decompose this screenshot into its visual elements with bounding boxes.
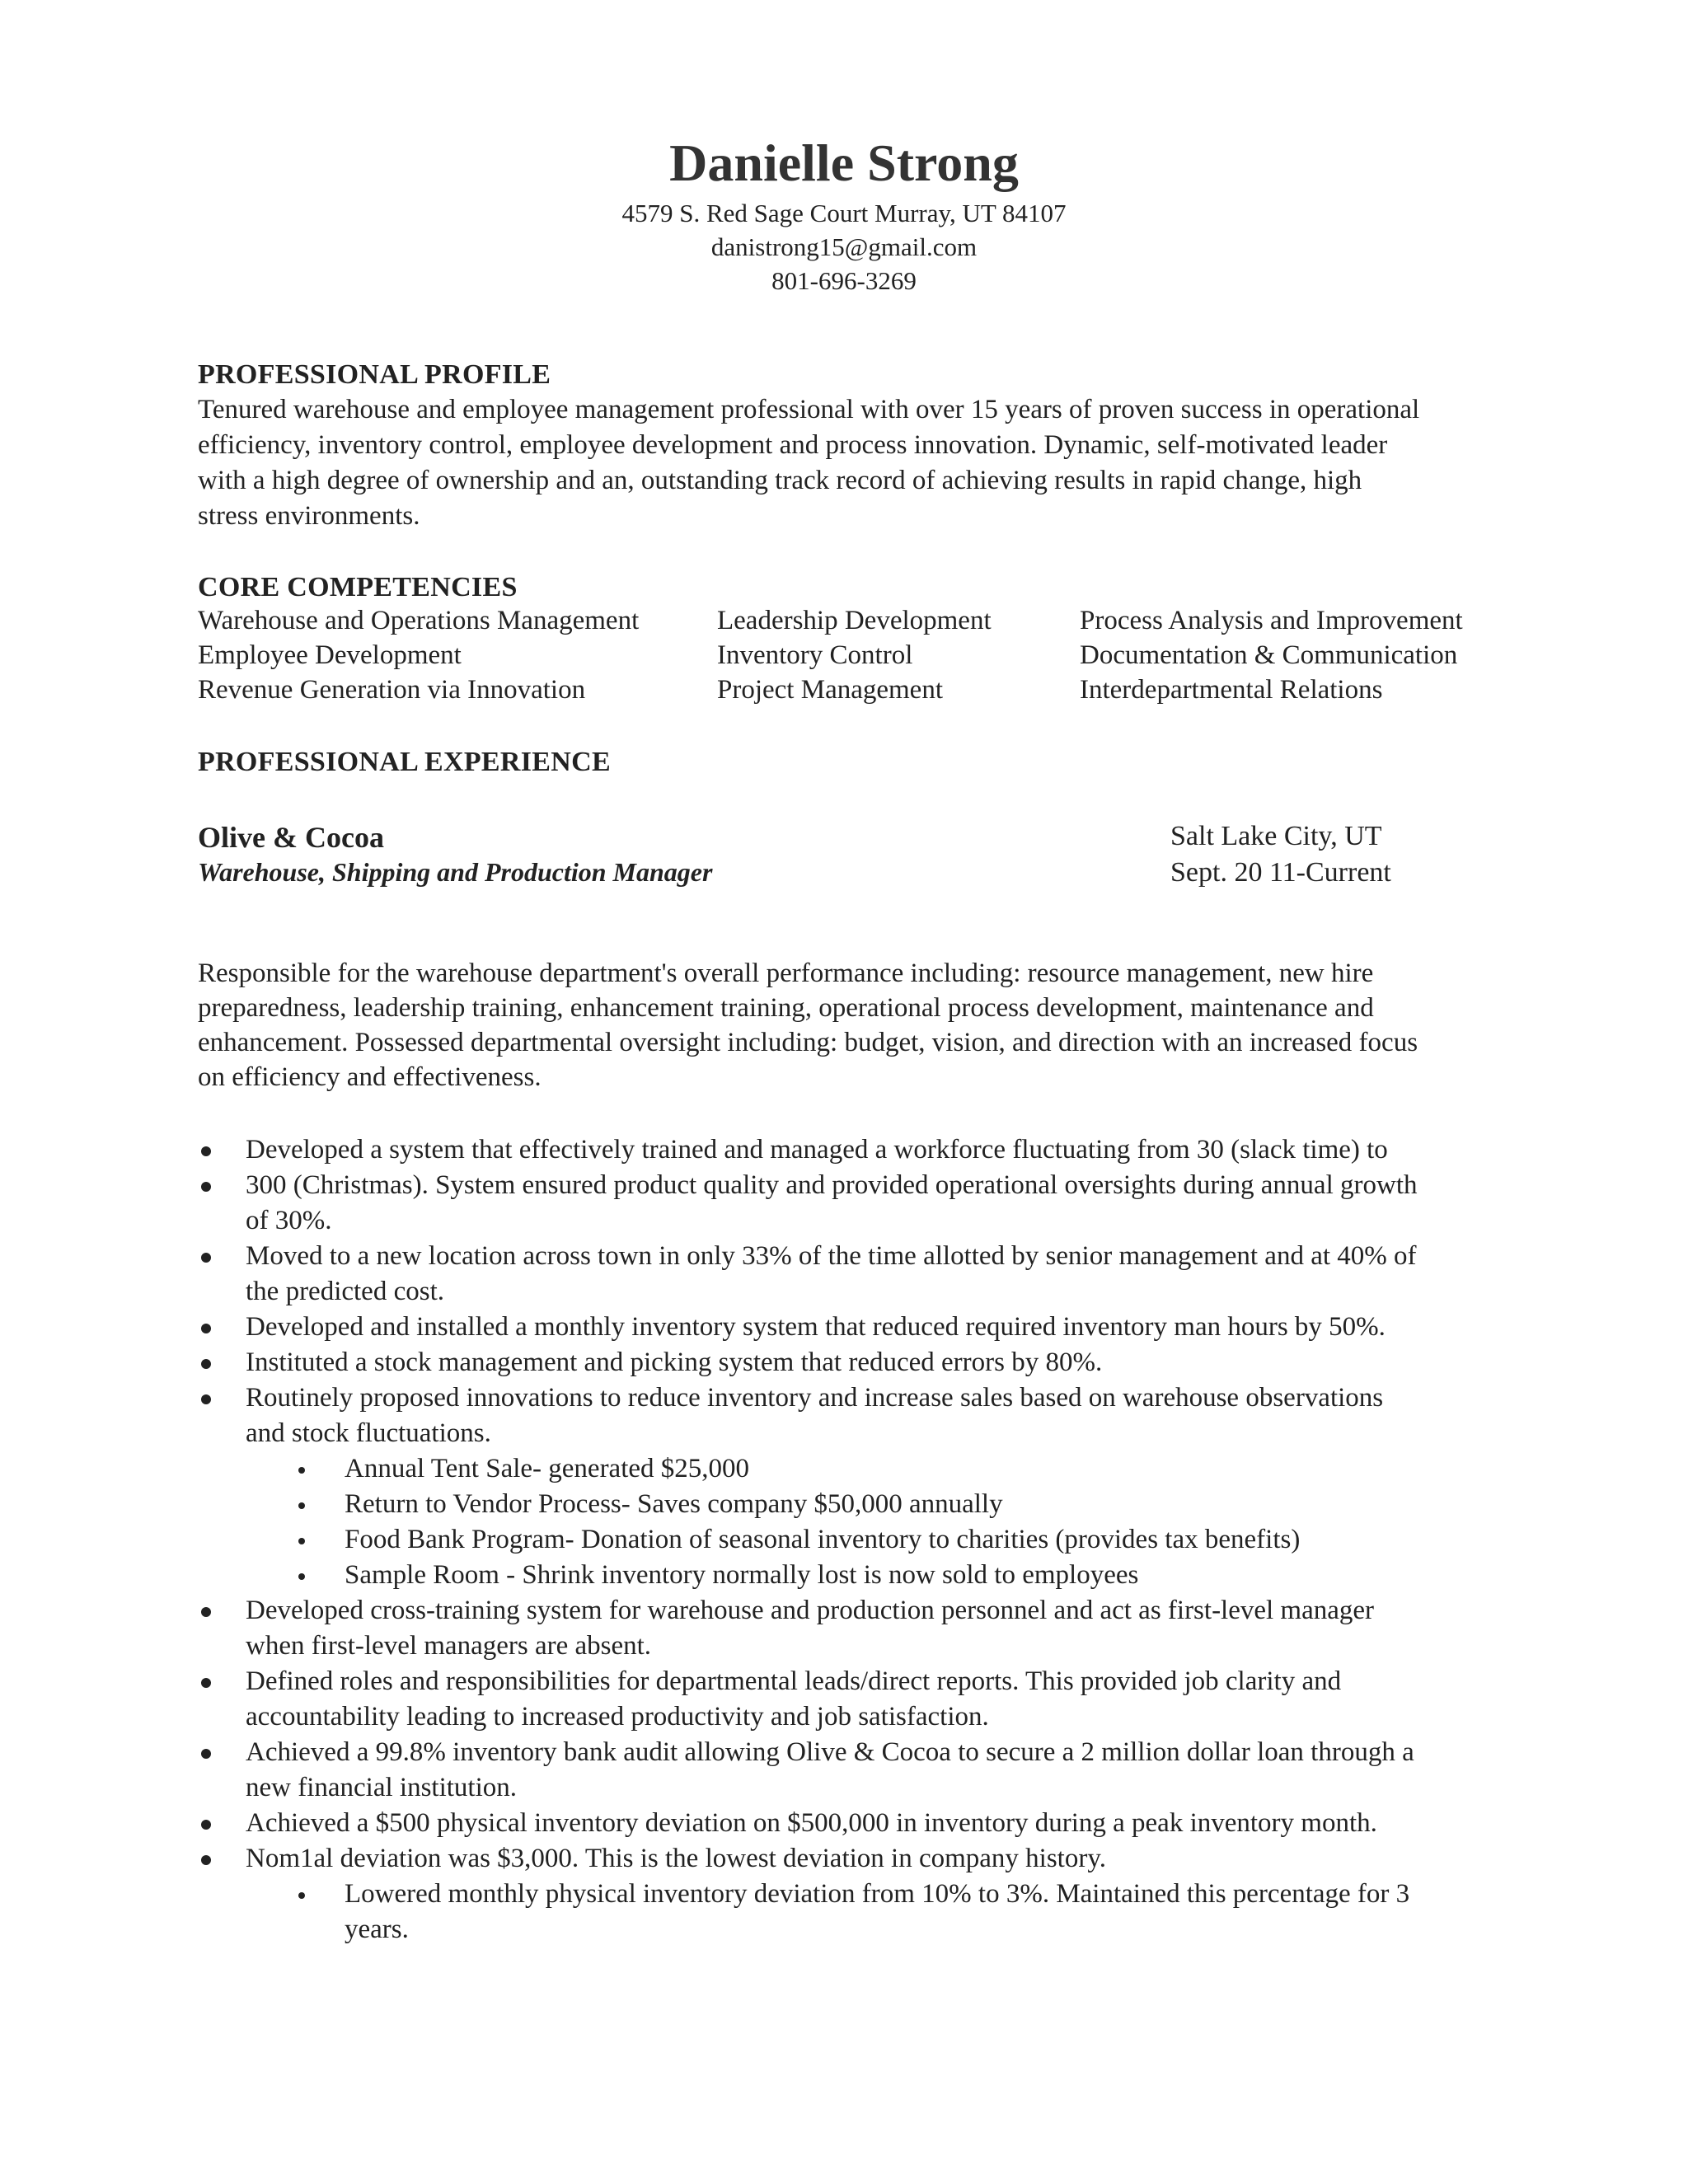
list-item: [198, 1806, 1550, 1841]
summary-line: Responsible for the warehouse department's overall performance including: resource management, new hire: [198, 958, 1374, 988]
sub-list-item: Annual Tent Sale- generated $25,000: [198, 1451, 1550, 1487]
bullet-line: Developed cross-training system for warehouse and production personnel and act as first-level manager: [246, 1596, 1375, 1625]
job-row: [198, 819, 1409, 855]
bullet-line: new financial institution.: [246, 1773, 518, 1802]
company-name: Olive & Cocoa: [198, 821, 384, 854]
bullet-line: Achieved a $500 physical inventory deviation on $500,000 in inventory during a peak inventory month.: [246, 1808, 1377, 1838]
candidate-name: Danielle Strong: [669, 134, 1019, 192]
competency-item: Project Management: [717, 675, 943, 705]
bullet-line: Instituted a stock management and picking system that reduced errors by 80%.: [246, 1347, 1103, 1377]
competency-item: Leadership Development: [717, 606, 992, 635]
resume-header: [0, 130, 1688, 298]
summary-line: preparedness, leadership training, enhancement training, operational process development, maintenance and: [198, 993, 1374, 1023]
sub-list-item: Return to Vendor Process- Saves company $50,000 annually: [198, 1487, 1550, 1522]
competency-row: [198, 603, 1566, 638]
phone: 801-696-3269: [771, 266, 917, 295]
sub-bullet-line: Lowered monthly physical inventory deviation from 10% to 3%. Maintained this percentage for 3: [345, 1879, 1410, 1909]
bullet-line: Moved to a new location across town in only 33% of the time allotted by senior management and at 40% of: [246, 1241, 1417, 1271]
competency-row: [198, 673, 1566, 707]
achievements-list: [198, 1132, 1550, 1947]
list-item: [198, 1841, 1550, 1877]
bullet-line: of 30%.: [246, 1206, 332, 1235]
list-item: [198, 1168, 1550, 1239]
job-entry: [198, 819, 1409, 890]
sub-list: [198, 1877, 1550, 1947]
experience-heading: PROFESSIONAL EXPERIENCE: [198, 747, 611, 777]
sub-list-container: [198, 1877, 1550, 1947]
competency-item: Documentation & Communication: [1080, 640, 1458, 670]
sub-list-container: [198, 1451, 1550, 1593]
summary-line: on efficiency and effectiveness.: [198, 1062, 542, 1092]
list-item: [198, 1735, 1550, 1806]
list-item: [198, 1380, 1550, 1451]
competency-item: Interdepartmental Relations: [1080, 675, 1383, 705]
profile-line: efficiency, inventory control, employee development and process innovation. Dynamic, self-motivated leader: [198, 430, 1388, 460]
bullet-line: Developed a system that effectively trained and managed a workforce fluctuating from 30 (slack time) to: [246, 1135, 1388, 1165]
profile-text: [198, 392, 1550, 534]
bullet-line: and stock fluctuations.: [246, 1418, 491, 1448]
profile-line: Tenured warehouse and employee management professional with over 15 years of proven success in operational: [198, 395, 1420, 424]
competency-item: Inventory Control: [717, 640, 913, 670]
job-row: [198, 855, 1409, 890]
job-location: Salt Lake City, UT: [1170, 821, 1382, 851]
sub-list-item: Sample Room - Shrink inventory normally lost is now sold to employees: [198, 1558, 1550, 1593]
list-item: [198, 1345, 1550, 1380]
competencies-grid: [198, 603, 1566, 707]
sub-list-item: [198, 1877, 1550, 1947]
competency-item: Employee Development: [198, 640, 462, 670]
sub-list: [198, 1451, 1550, 1593]
job-summary: [198, 956, 1550, 1094]
email: danistrong15@gmail.com: [710, 232, 978, 261]
job-dates: Sept. 20 11-Current: [1170, 857, 1391, 888]
competency-item: Warehouse and Operations Management: [198, 606, 640, 635]
bullet-line: when first-level managers are absent.: [246, 1631, 652, 1661]
competency-item: Process Analysis and Improvement: [1080, 606, 1463, 635]
job-title: Warehouse, Shipping and Production Manager: [198, 857, 713, 887]
list-item: [198, 1132, 1550, 1168]
list-item: [198, 1664, 1550, 1735]
list-item: [198, 1310, 1550, 1345]
sub-bullet-line: years.: [345, 1915, 409, 1944]
list-item: [198, 1593, 1550, 1664]
bullet-line: Defined roles and responsibilities for departmental leads/direct reports. This provided job clarity and: [246, 1666, 1342, 1696]
bullet-line: Achieved a 99.8% inventory bank audit allowing Olive & Cocoa to secure a 2 million dollar loan through a: [246, 1737, 1414, 1767]
bullet-line: Routinely proposed innovations to reduce inventory and increase sales based on warehouse observations: [246, 1383, 1384, 1413]
competencies-heading: CORE COMPETENCIES: [198, 572, 518, 602]
competency-item: Revenue Generation via Innovation: [198, 675, 586, 705]
bullet-line: Nom1al deviation was $3,000. This is the lowest deviation in company history.: [246, 1844, 1106, 1873]
competency-row: [198, 638, 1566, 673]
profile-line: stress environments.: [198, 501, 420, 531]
bullet-line: 300 (Christmas). System ensured product quality and provided operational oversights during annual growth: [246, 1170, 1418, 1200]
bullet-line: Developed and installed a monthly inventory system that reduced required inventory man hours by 50%.: [246, 1312, 1386, 1342]
sub-list-item: Food Bank Program- Donation of seasonal inventory to charities (provides tax benefits): [198, 1522, 1550, 1558]
summary-line: enhancement. Possessed departmental oversight including: budget, vision, and direction with an increased focus: [198, 1028, 1418, 1057]
profile-line: with a high degree of ownership and an, outstanding track record of achieving results in rapid change, high: [198, 466, 1362, 495]
profile-heading: PROFESSIONAL PROFILE: [198, 359, 551, 390]
address: 4579 S. Red Sage Court Murray, UT 84107: [621, 199, 1067, 227]
bullet-line: the predicted cost.: [246, 1277, 444, 1306]
bullet-line: accountability leading to increased productivity and job satisfaction.: [246, 1702, 989, 1732]
list-item: [198, 1239, 1550, 1310]
